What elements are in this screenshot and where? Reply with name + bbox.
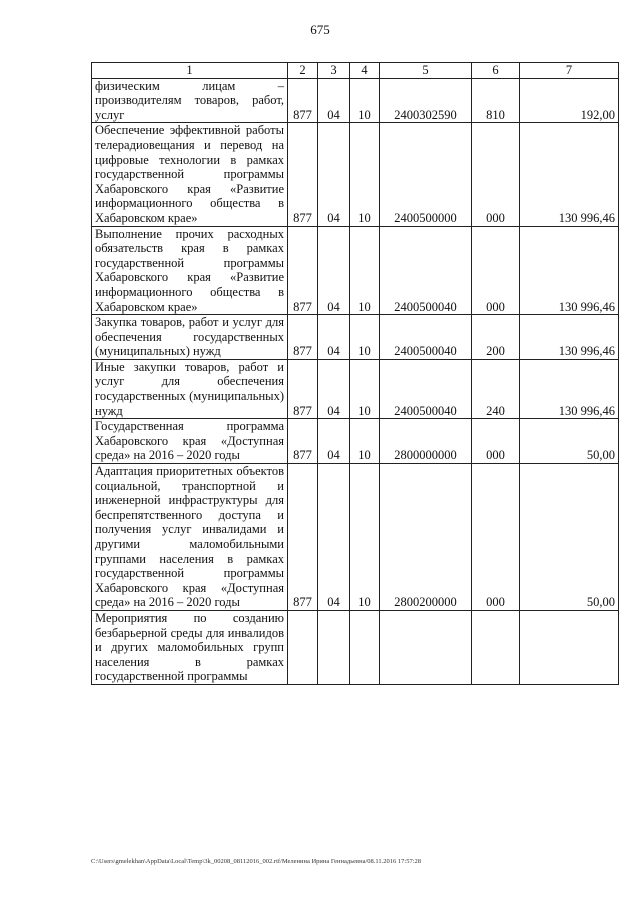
file-path-footer: C:\Users\gmelekhan\AppData\Local\Temp\3k_00208_08112016_002.rtf/Меленина Ирина Геннадьевна/08.11.2016 17:57:28 [91, 858, 422, 865]
header-col-5: 5 [380, 63, 472, 79]
row-description: Иные закупки товаров, работ и услуг для обеспечения государственных (муниципальных) нужд [92, 359, 288, 418]
row-amount: 130 996,46 [520, 315, 619, 360]
row-col-2: 877 [288, 315, 318, 360]
row-col-2: 877 [288, 464, 318, 611]
row-col-2: 877 [288, 226, 318, 315]
row-col-6: 810 [472, 78, 520, 123]
row-description: Обеспечение эффективной работы телерадиовещания и перевод на цифровые технологии в рамках государственной программы Хабаровского края «Развитие информационного общества в Хабаровском крае» [92, 123, 288, 226]
row-col-4: 10 [350, 359, 380, 418]
row-col-5: 2400302590 [380, 78, 472, 123]
row-amount: 130 996,46 [520, 123, 619, 226]
row-col-2 [288, 610, 318, 684]
row-col-6: 000 [472, 419, 520, 464]
row-col-3: 04 [318, 123, 350, 226]
row-col-5: 2400500040 [380, 226, 472, 315]
row-col-3: 04 [318, 78, 350, 123]
row-col-5: 2400500000 [380, 123, 472, 226]
table-row [92, 610, 619, 684]
row-col-6: 000 [472, 226, 520, 315]
table-row [92, 226, 619, 315]
row-col-4: 10 [350, 123, 380, 226]
page-number: 675 [310, 22, 330, 37]
row-col-2: 877 [288, 78, 318, 123]
row-col-6: 000 [472, 464, 520, 611]
table-row [92, 419, 619, 464]
row-col-5 [380, 610, 472, 684]
row-amount [520, 610, 619, 684]
row-col-2: 877 [288, 419, 318, 464]
table-row [92, 78, 619, 123]
row-description: Государственная программа Хабаровского края «Доступная среда» на 2016 – 2020 годы [92, 419, 288, 464]
row-col-3 [318, 610, 350, 684]
row-col-4: 10 [350, 226, 380, 315]
row-col-3: 04 [318, 419, 350, 464]
header-col-7: 7 [520, 63, 619, 79]
row-amount: 192,00 [520, 78, 619, 123]
header-col-1: 1 [92, 63, 288, 79]
budget-table [91, 62, 619, 685]
table-row [92, 123, 619, 226]
row-col-5: 2800200000 [380, 464, 472, 611]
row-col-5: 2800000000 [380, 419, 472, 464]
row-col-5: 2400500040 [380, 315, 472, 360]
row-col-4: 10 [350, 419, 380, 464]
row-col-6: 200 [472, 315, 520, 360]
row-col-3: 04 [318, 359, 350, 418]
header-col-4: 4 [350, 63, 380, 79]
row-amount: 130 996,46 [520, 226, 619, 315]
row-col-6: 240 [472, 359, 520, 418]
row-col-4 [350, 610, 380, 684]
row-col-4: 10 [350, 78, 380, 123]
row-description: Закупка товаров, работ и услуг для обеспечения государственных (муниципальных) нужд [92, 315, 288, 360]
row-description: физическим лицам – производителям товаров, работ, услуг [92, 78, 288, 123]
row-col-5: 2400500040 [380, 359, 472, 418]
row-col-3: 04 [318, 226, 350, 315]
table-row [92, 315, 619, 360]
table-row [92, 359, 619, 418]
row-description: Выполнение прочих расходных обязательств края в рамках государственной программы Хабаровского края «Развитие информационного общества в Хабаровском крае» [92, 226, 288, 315]
row-col-4: 10 [350, 464, 380, 611]
header-col-6: 6 [472, 63, 520, 79]
header-col-2: 2 [288, 63, 318, 79]
row-amount: 50,00 [520, 419, 619, 464]
row-amount: 50,00 [520, 464, 619, 611]
row-col-4: 10 [350, 315, 380, 360]
row-col-6: 000 [472, 123, 520, 226]
table-row [92, 464, 619, 611]
row-col-2: 877 [288, 123, 318, 226]
row-description: Мероприятия по созданию безбарьерной среды для инвалидов и других маломобильных групп населения в рамках государственной программы [92, 610, 288, 684]
row-col-3: 04 [318, 315, 350, 360]
row-col-2: 877 [288, 359, 318, 418]
row-amount: 130 996,46 [520, 359, 619, 418]
row-col-3: 04 [318, 464, 350, 611]
row-col-6 [472, 610, 520, 684]
row-description: Адаптация приоритетных объектов социальной, транспортной и инженерной инфраструктуры для беспрепятственного доступа и получения услуг инвалидами и другими маломобильными группами населения в рамках государственной программы Хабаровского края «Доступная среда» на 2016 – 2020 годы [92, 464, 288, 611]
header-col-3: 3 [318, 63, 350, 79]
header-row [92, 63, 619, 79]
